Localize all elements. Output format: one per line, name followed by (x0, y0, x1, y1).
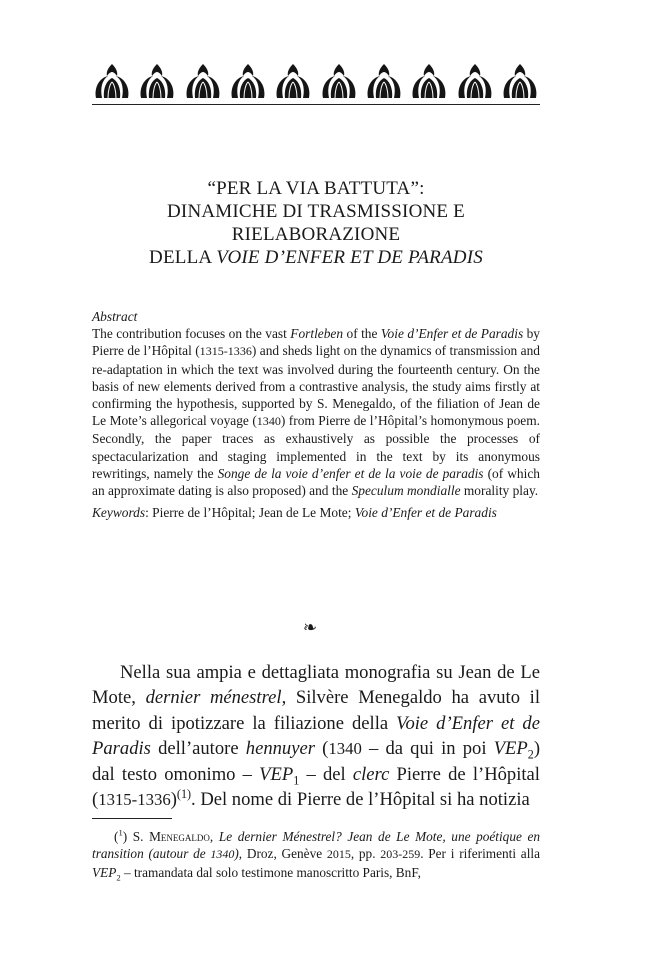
fleuron-icon: ❧ (302, 618, 318, 637)
tulip-ornament-icon (364, 60, 404, 100)
tulip-ornament-icon (228, 60, 268, 100)
tulip-ornament-icon (137, 60, 177, 100)
tulip-ornament-icon (455, 60, 495, 100)
tulip-ornament-icon (183, 60, 223, 100)
tulip-ornament-icon (92, 60, 132, 100)
footnote-rule (92, 818, 172, 819)
tulip-ornament-icon (409, 60, 449, 100)
title-line-3: DELLA VOIE D’ENFER ET DE PARADIS (149, 247, 483, 268)
article-title (92, 177, 540, 269)
title-line-2: DINAMICHE DI TRASMISSIONE E RIELABORAZIONE (167, 201, 465, 245)
abstract-text: The contribution focuses on the vast Fortleben of the Voie d’Enfer et de Paradis by Pierre de l’Hôpital (1315-1336) and sheds light on the dynamics of transmission and re-adaptation in which the text was involved during the fourteenth century. On the basis of new elements derived from a contrastive analysis, the study aims firstly at confirming the hypothesis, supported by S. Menegaldo, of the filiation of Jean de Le Mote’s allegorical voyage (1340) from Pierre de l’Hôpital’s homonymous poem. Secondly, the paper traces as exhaustively as possible the processes of spectacularization and staging implemented in the text by its anonymous rewritings, namely the Songe de la voie d’enfer et de la voie de paradis (of which an approximate dating is also proposed) and the Speculum mondialle morality play. (92, 326, 540, 499)
abstract-section (92, 308, 540, 521)
footnote: ($^1$) S. Menegaldo, Le dernier Ménestrel? Jean de Le Mote, une poétique en transition (autour de 1340), Droz, Genève 2015, pp. 203-259. Per i riferimenti alla $VEP_2$ – tramandata dal solo testimone manoscritto Paris, BnF, (92, 827, 541, 883)
keywords: Keywords: Pierre de l’Hôpital; Jean de Le Mote; Voie d’Enfer et de Paradis (92, 505, 497, 521)
tulip-ornament-icon (319, 60, 359, 100)
abstract-heading: Abstract (92, 309, 138, 324)
tulip-ornament-icon (273, 60, 313, 100)
body-paragraph: Nella sua ampia e dettagliata monografia su Jean de Le Mote, dernier ménestrel, Silvère Menegaldo ha avuto il merito di ipotizzare la filiazione della Voie d’Enfer et de Paradis dell’autore hennuyer (1340 – da qui in poi $VEP_2$) dal testo omonimo – $VEP_1$ – del clerc Pierre de l’Hôpital (1315-1336)$^{(1)}$. Del nome di Pierre de l’Hôpital si ha notizia (92, 662, 541, 811)
header-rule (92, 104, 540, 105)
header-ornament-row (92, 60, 540, 100)
title-line-1: “PER LA VIA BATTUTA”: (207, 178, 425, 199)
footnote-ref[interactable]: (1) (176, 786, 192, 801)
tulip-ornament-icon (500, 60, 540, 100)
